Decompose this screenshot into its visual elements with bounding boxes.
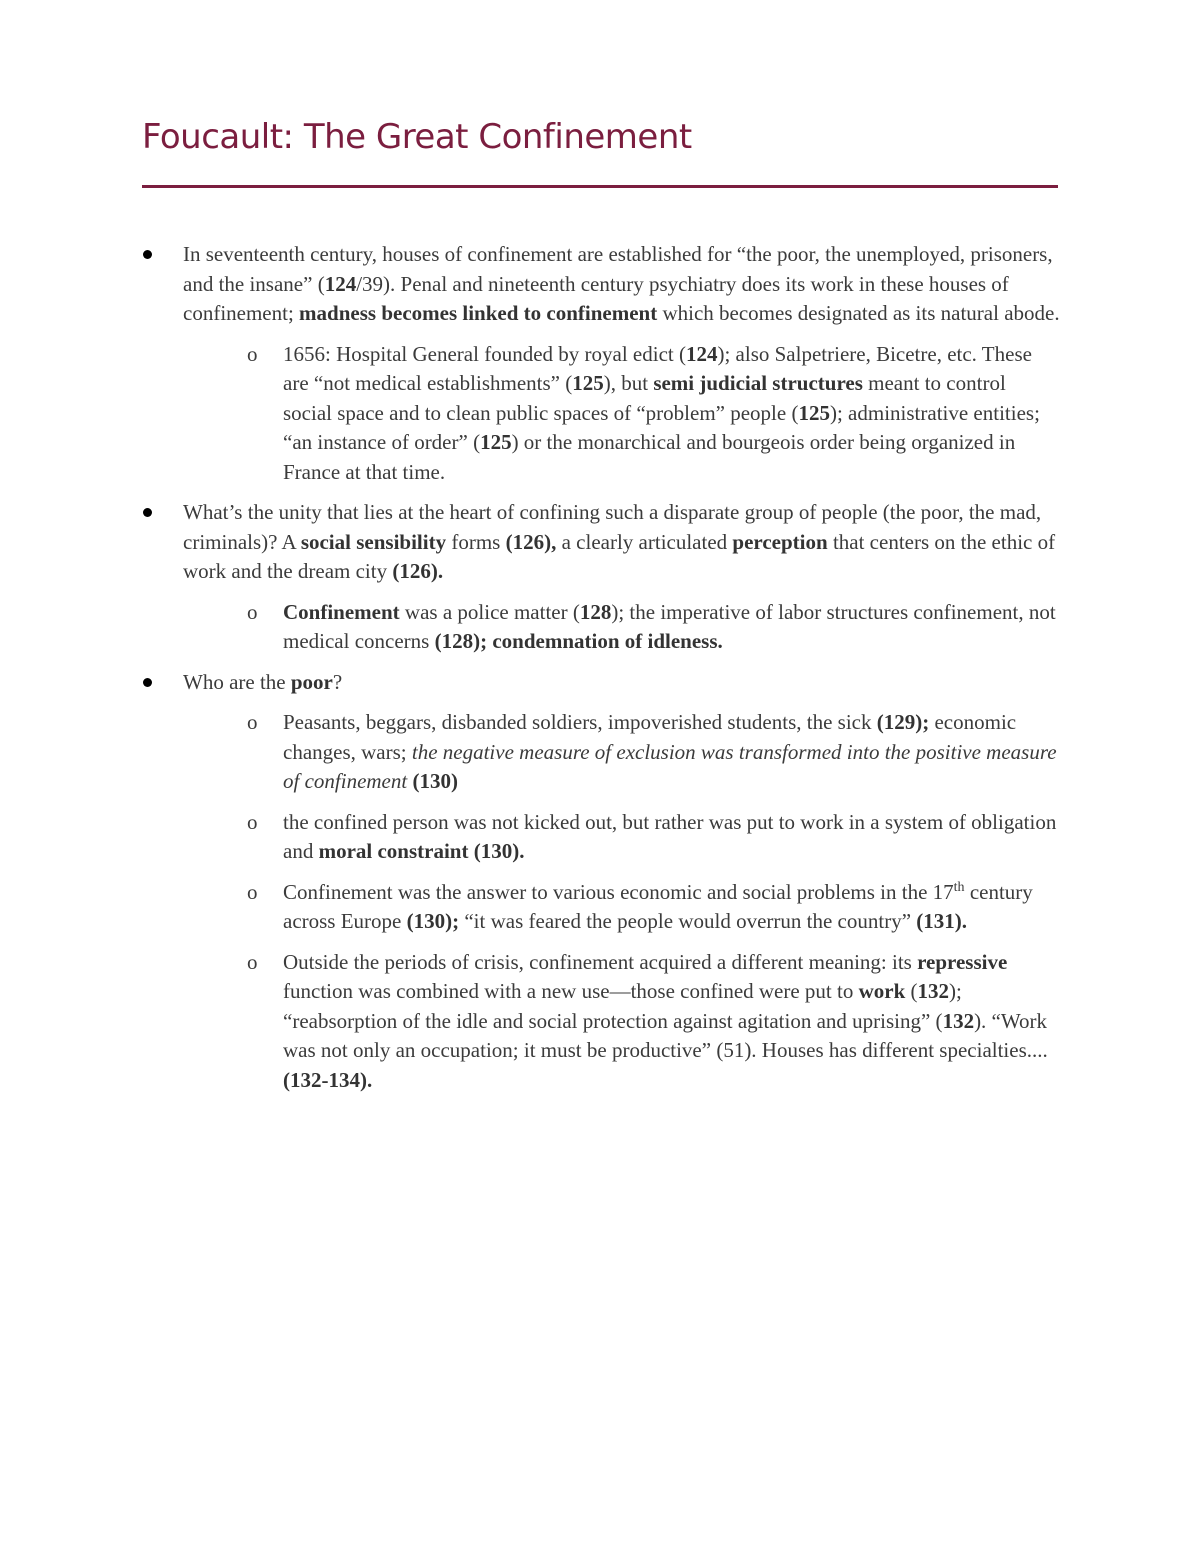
sub-item-text: 1656: Hospital General founded by royal edict (124); also Salpetriere, Bicetre, etc. These are “not medical establishments” (125), but semi judicial structures meant to control social space and to clean public spaces of “problem” people (125); administrative entities; “an instance of order” (125) or the monarchical and bourgeois order being organized in France at that time. bbox=[283, 341, 1040, 484]
bullet-text: In seventeenth century, houses of confinement are established for “the poor, the unemployed, prisoners, and the insane” (124/39). Penal and nineteenth century psychiatry does its work in these houses of confinement; madness becomes linked to confinement which becomes designated as its natural abode. bbox=[183, 242, 1060, 325]
bullet-item bbox=[183, 498, 1063, 587]
sub-bullet-marker: o bbox=[247, 879, 258, 904]
sub-item-text: Confinement was a police matter (128); the imperative of labor structures confinement, not medical concerns (128); condemnation of idleness. bbox=[283, 599, 1056, 653]
bullet-dot-icon bbox=[143, 678, 152, 687]
sub-bullet-marker: o bbox=[247, 710, 258, 734]
sub-item bbox=[247, 808, 1058, 867]
bullet-text: Who are the poor? bbox=[183, 669, 343, 694]
bullet-dot-icon bbox=[143, 508, 152, 517]
bullet-item bbox=[183, 240, 1063, 329]
sub-bullet-marker: o bbox=[247, 599, 258, 624]
sub-bullet-marker: o bbox=[247, 341, 258, 366]
bullet-item bbox=[183, 668, 1063, 698]
bullet-dot-icon bbox=[143, 250, 152, 259]
document-body bbox=[0, 240, 1200, 1106]
sub-item bbox=[247, 340, 1058, 488]
sub-item-text: Peasants, beggars, disbanded soldiers, impoverished students, the sick (129); economic changes, wars; the negative measure of exclusion was transformed into the positive measure of confinement (130) bbox=[283, 710, 1057, 793]
sub-item-text: Outside the periods of crisis, confinement acquired a different meaning: its repressive function was combined with a new use—those confined were put to work (132); “reabsorption of the idle and social protection against agitation and uprising” (132). “Work was not only an occupation; it must be productive” (51). Houses has different specialties.... (132-134). bbox=[283, 949, 1048, 1092]
bullet-text: What’s the unity that lies at the heart of confining such a disparate group of people (the poor, the mad, criminals)? A social sensibility forms (126), a clearly articulated perception that centers on the ethic of work and the dream city (126). bbox=[183, 500, 1056, 583]
sub-item bbox=[247, 878, 1058, 937]
sub-bullet-marker: o bbox=[247, 809, 258, 834]
sub-item-text: the confined person was not kicked out, but rather was put to work in a system of obligation and moral constraint (130). bbox=[283, 809, 1057, 863]
title-divider bbox=[142, 185, 1058, 188]
page-title: Foucault: The Great Confinement bbox=[142, 117, 692, 157]
sub-item bbox=[247, 708, 1058, 797]
sub-item bbox=[247, 948, 1058, 1096]
sub-item-text: Confinement was the answer to various economic and social problems in the 17th century across Europe (130); “it was feared the people would overrun the country” (131). bbox=[283, 879, 1033, 933]
sub-bullet-marker: o bbox=[247, 949, 258, 974]
sub-item bbox=[247, 598, 1058, 657]
